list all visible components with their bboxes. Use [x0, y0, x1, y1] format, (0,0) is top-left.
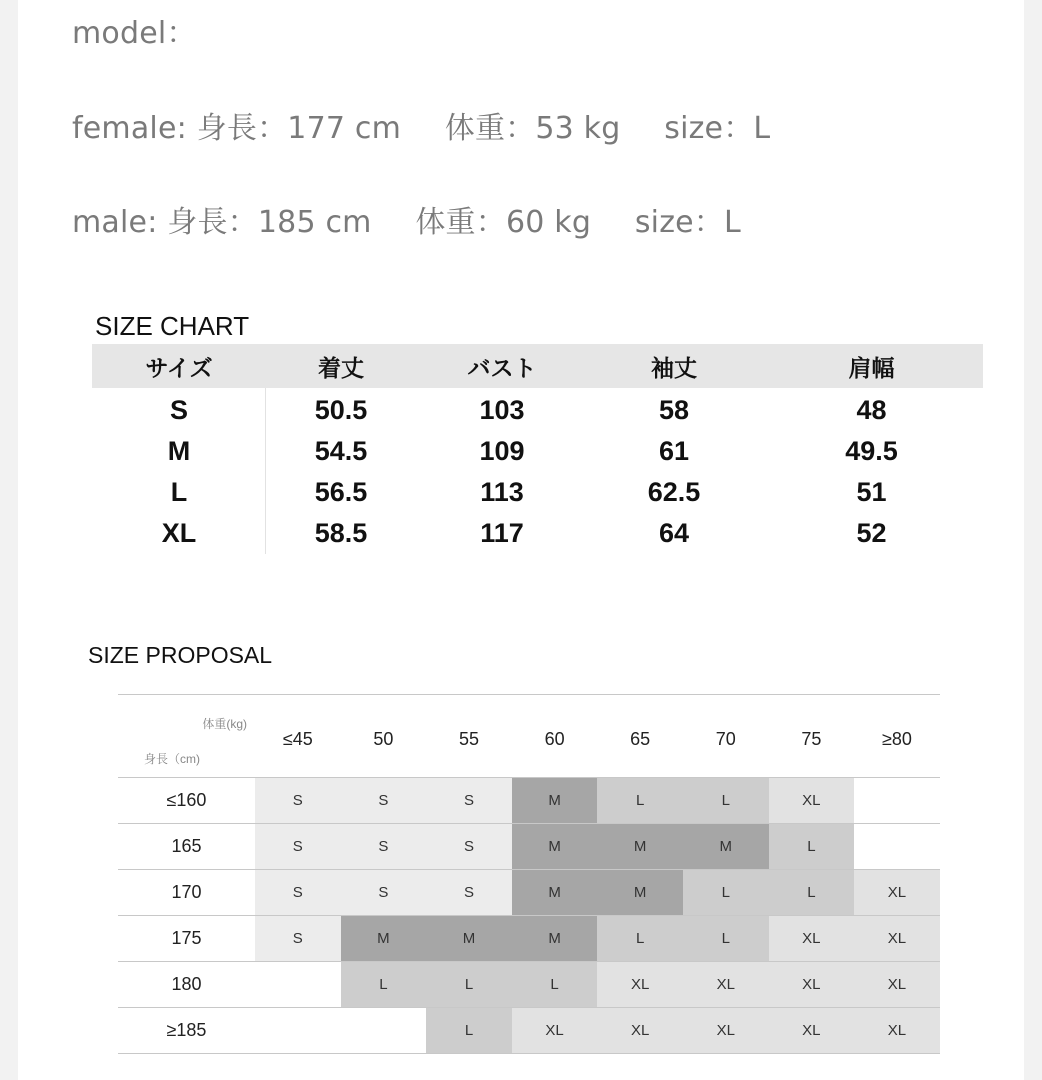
- table-row: [118, 1008, 940, 1054]
- size-proposal-table: [118, 694, 940, 1054]
- size-cell: L: [597, 778, 683, 823]
- header-length: 着丈: [318, 355, 364, 382]
- size-cell: [255, 1008, 341, 1053]
- weight-header: ≥80: [882, 729, 912, 749]
- size-cell: M: [512, 870, 598, 915]
- cell-bust: 109: [479, 436, 525, 466]
- table-row: [92, 472, 983, 513]
- size-proposal-header: [118, 695, 940, 778]
- weight-axis-label: 体重(kg): [202, 717, 247, 731]
- size-cell: L: [426, 1008, 512, 1053]
- cell-size: XL: [161, 518, 197, 548]
- male-height: 身長：185 cm: [167, 205, 372, 240]
- cell-shoulder: 52: [856, 518, 887, 548]
- size-cell: L: [683, 778, 769, 823]
- header-corner: [118, 695, 255, 777]
- cell-length: 54.5: [314, 436, 368, 466]
- cell-length: 58.5: [314, 518, 368, 548]
- cell-shoulder: 51: [856, 477, 887, 507]
- size-proposal-body: [118, 778, 940, 1054]
- table-row: [118, 778, 940, 824]
- table-row: [118, 870, 940, 916]
- male-size: size：L: [634, 205, 741, 240]
- size-cell: XL: [854, 870, 940, 915]
- size-cell: M: [597, 870, 683, 915]
- size-cell: L: [426, 962, 512, 1007]
- table-row: [118, 916, 940, 962]
- size-cell: XL: [597, 1008, 683, 1053]
- cell-sleeve: 61: [658, 436, 690, 466]
- size-cell: [854, 778, 940, 823]
- size-cell: M: [512, 778, 598, 823]
- table-row: [118, 962, 940, 1008]
- table-row: [92, 513, 983, 554]
- size-cell: L: [683, 916, 769, 961]
- size-cell: M: [512, 916, 598, 961]
- cell-sleeve: 58: [658, 395, 690, 425]
- size-proposal-title: SIZE PROPOSAL: [88, 642, 273, 668]
- size-chart-header: [92, 344, 983, 388]
- weight-header: 75: [801, 729, 822, 749]
- size-cell: L: [683, 870, 769, 915]
- cell-length: 56.5: [314, 477, 368, 507]
- header-size: サイズ: [145, 355, 213, 382]
- height-label: ≤160: [166, 790, 207, 810]
- weight-header: 55: [458, 729, 479, 749]
- size-cell: M: [341, 916, 427, 961]
- size-cell: M: [426, 916, 512, 961]
- size-chart-title: SIZE CHART: [95, 311, 250, 341]
- height-label: 165: [171, 836, 202, 856]
- size-cell: XL: [683, 1008, 769, 1053]
- female-size: size：L: [664, 111, 771, 146]
- height-label: 175: [171, 928, 202, 948]
- female-weight: 体重：53 kg: [444, 111, 621, 146]
- size-cell: [255, 962, 341, 1007]
- female-label: female:: [72, 111, 187, 146]
- table-row: [92, 390, 983, 431]
- weight-header: ≤45: [282, 729, 313, 749]
- size-cell: S: [255, 870, 341, 915]
- size-cell: M: [512, 824, 598, 869]
- table-row: [92, 431, 983, 472]
- size-cell: M: [597, 824, 683, 869]
- size-cell: XL: [597, 962, 683, 1007]
- cell-bust: 113: [480, 477, 524, 507]
- size-cell: S: [426, 824, 512, 869]
- male-label: male:: [72, 205, 158, 240]
- size-cell: L: [769, 870, 855, 915]
- model-heading: model：: [72, 16, 197, 51]
- height-axis-label: 身長（cm): [144, 752, 200, 766]
- size-cell: XL: [854, 916, 940, 961]
- cell-length: 50.5: [314, 395, 368, 425]
- weight-header: 70: [715, 729, 736, 749]
- size-cell: XL: [512, 1008, 598, 1053]
- size-cell: S: [341, 870, 427, 915]
- male-model-line: [72, 197, 741, 241]
- size-cell: L: [341, 962, 427, 1007]
- cell-sleeve: 64: [658, 518, 690, 548]
- header-bust: バスト: [467, 355, 537, 382]
- size-cell: S: [426, 870, 512, 915]
- size-cell: XL: [683, 962, 769, 1007]
- size-cell: M: [683, 824, 769, 869]
- cell-shoulder: 48: [856, 395, 887, 425]
- height-label: 180: [171, 974, 202, 994]
- cell-bust: 117: [480, 518, 524, 548]
- weight-header: 65: [630, 729, 651, 749]
- size-cell: XL: [769, 778, 855, 823]
- size-cell: S: [426, 778, 512, 823]
- size-cell: S: [341, 778, 427, 823]
- size-cell: S: [255, 916, 341, 961]
- size-cell: [854, 824, 940, 869]
- size-chart-table: [92, 344, 983, 554]
- cell-size: M: [167, 436, 191, 466]
- cell-shoulder: 49.5: [845, 436, 898, 466]
- cell-size: L: [170, 477, 188, 507]
- weight-header: 50: [373, 729, 394, 749]
- table-row: [118, 824, 940, 870]
- female-height: 身長：177 cm: [196, 111, 402, 146]
- height-label: 170: [171, 882, 202, 902]
- size-cell: XL: [769, 1008, 855, 1053]
- header-sleeve: 袖丈: [651, 355, 697, 382]
- size-cell: XL: [769, 962, 855, 1007]
- size-cell: XL: [769, 916, 855, 961]
- height-label: ≥185: [166, 1020, 207, 1040]
- cell-bust: 103: [479, 395, 525, 425]
- size-cell: S: [255, 824, 341, 869]
- cell-size: S: [169, 395, 188, 425]
- female-model-line: [72, 103, 770, 147]
- size-cell: L: [512, 962, 598, 1007]
- weight-header: 60: [544, 729, 565, 749]
- size-cell: [341, 1008, 427, 1053]
- size-cell: S: [255, 778, 341, 823]
- size-cell: L: [769, 824, 855, 869]
- column-divider: [265, 388, 266, 554]
- size-cell: XL: [854, 1008, 940, 1053]
- male-weight: 体重：60 kg: [415, 205, 592, 240]
- page: [18, 0, 1024, 1080]
- cell-sleeve: 62.5: [647, 477, 701, 507]
- size-cell: XL: [854, 962, 940, 1007]
- size-chart-body: [92, 388, 983, 554]
- size-cell: L: [597, 916, 683, 961]
- header-shoulder: 肩幅: [848, 355, 895, 382]
- size-cell: S: [341, 824, 427, 869]
